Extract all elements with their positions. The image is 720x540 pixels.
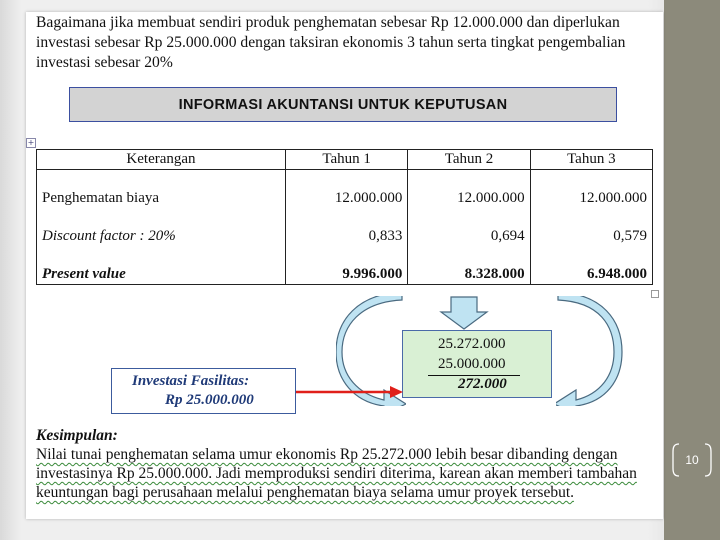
header-tahun-2: Tahun 2 [408,150,530,170]
slide-number-text: 10 [685,453,699,467]
table-spacer-row [37,246,653,265]
table-header-row [37,150,653,170]
cell-value: 8.328.000 [408,265,530,285]
cell-value: 0,579 [530,227,652,246]
table-row [37,189,653,208]
table-spacer-row [37,208,653,227]
investment-value: 25.000.000 [438,356,506,372]
cell-value: 12.000.000 [286,189,408,208]
header-tahun-3: Tahun 3 [530,150,652,170]
calculation-box [402,330,552,398]
section-banner: INFORMASI AKUNTANSI UNTUK KEPUTUSAN [69,87,617,122]
row-label-discount: Discount factor : 20% [37,227,286,246]
problem-statement: Bagaimana jika membuat sendiri produk penghematan sebesar Rp 12.000.000 dan diperlukan investasi sebesar Rp 25.000.000 dengan taksiran ekonomis 3 tahun serta tingkat pengembalian investasi sebesar 20% [36,14,626,71]
table-row [37,227,653,246]
cell-value: 0,833 [286,227,408,246]
red-arrow-icon [296,385,404,399]
net-difference: 272.000 [458,376,507,392]
investment-label: Investasi Fasilitas: [132,373,250,389]
row-label-penghematan: Penghematan biaya [37,189,286,208]
row-label-present-value: Present value [37,265,286,285]
curved-arrow-right-icon [556,296,626,406]
sum-underline [428,375,520,376]
conclusion-text: Nilai tunai penghematan selama umur ekonomis Rp 25.272.000 lebih besar dibanding dengan investasinya Rp 25.000.000. Jadi memproduksi sendiri diterima, karean akan memberi tambahan keuntungan bagi perusahaan melalui penghematan biaya selama umur proyek tersebut. [36,446,637,501]
total-present-value: 25.272.000 [438,336,506,352]
investment-box [111,368,296,414]
investment-amount: Rp 25.000.000 [165,392,254,408]
accounting-table [36,149,653,285]
header-tahun-1: Tahun 1 [286,150,408,170]
table-spacer-row [37,170,653,190]
table-row [37,265,653,285]
conclusion-section [36,426,656,502]
conclusion-title: Kesimpulan: [36,427,118,444]
cell-value: 0,694 [408,227,530,246]
cell-value: 12.000.000 [408,189,530,208]
cell-value: 12.000.000 [530,189,652,208]
header-keterangan: Keterangan [37,150,286,170]
slide-number [670,443,714,477]
table-resize-handle[interactable] [651,290,659,298]
down-arrow-icon [439,296,489,330]
left-bracket-icon [672,443,680,477]
cell-value: 6.948.000 [530,265,652,285]
table-move-handle-icon[interactable]: + [27,138,35,147]
cell-value: 9.996.000 [286,265,408,285]
right-bracket-icon [704,443,712,477]
